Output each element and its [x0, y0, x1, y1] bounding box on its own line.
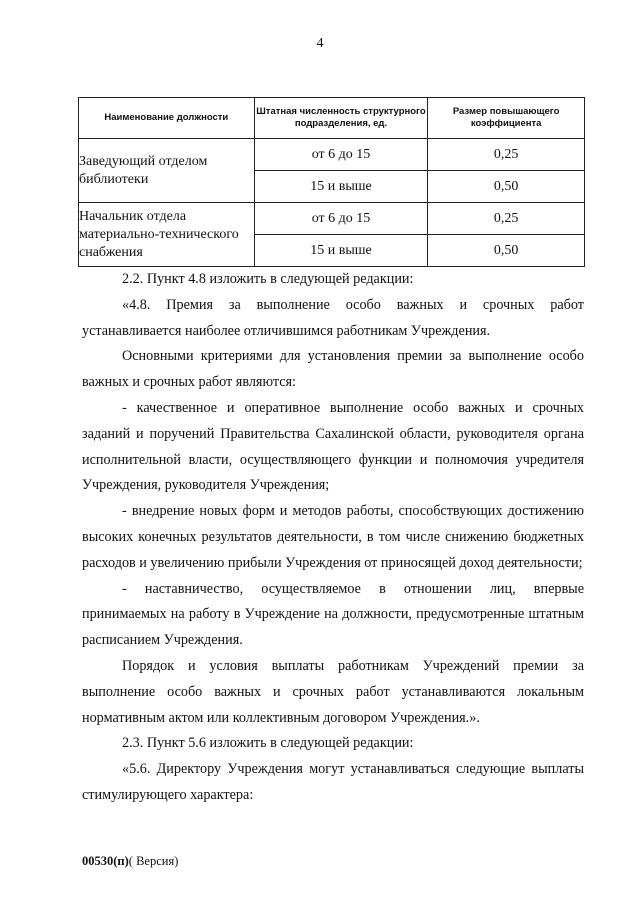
header-staff-count: Штатная численность структурного подразделения, ед.: [254, 98, 428, 139]
coef-cell: 0,50: [428, 235, 585, 267]
range-cell: 15 и выше: [254, 235, 428, 267]
paragraph: Порядок и условия выплаты работникам Учреждений премии за выполнение особо важных и срочных работ устанавливаются локальным нормативным актом или коллективным договором Учреждения.».: [82, 657, 584, 726]
range-cell: 15 и выше: [254, 171, 428, 203]
paragraph: 2.2. Пункт 4.8 изложить в следующей редакции:: [122, 271, 414, 287]
table-row: [79, 203, 585, 235]
paragraph: 2.3. Пункт 5.6 изложить в следующей редакции:: [122, 735, 414, 752]
footer: [82, 854, 178, 869]
coef-cell: 0,25: [428, 139, 585, 171]
document-code: 00530(п): [82, 854, 129, 868]
table-row: [79, 139, 585, 171]
paragraph: «5.6. Директору Учреждения могут устанавливаться следующие выплаты стимулирующего характера:: [82, 761, 584, 803]
coef-cell: 0,25: [428, 203, 585, 235]
header-coefficient: Размер повышающего коэффициента: [428, 98, 585, 139]
coefficient-table: [78, 97, 585, 267]
paragraph: «4.8. Премия за выполнение особо важных и срочных работ устанавливается наиболее отличившимся работникам Учреждения.: [82, 296, 584, 339]
position-cell: Заведующий отделом библиотеки: [79, 139, 255, 203]
paragraph: - внедрение новых форм и методов работы, способствующих достижению высоких конечных результатов деятельности, в том числе снижению бюджетных расходов и увеличению прибыли Учреждения от приносящей доход деятельности;: [82, 503, 584, 571]
paragraph: - качественное и оперативное выполнение особо важных и срочных заданий и поручений Правительства Сахалинской области, руководителя органа исполнительной власти, осуществляющего функции и полномочия учредителя Учреждения, руководителя Учреждения;: [82, 399, 584, 494]
range-cell: от 6 до 15: [254, 139, 428, 171]
paragraph: Основными критериями для установления премии за выполнение особо важных и срочных работ являются:: [82, 348, 584, 391]
document-version: ( Версия): [128, 854, 179, 868]
coef-cell: 0,50: [428, 171, 585, 203]
header-position: Наименование должности: [79, 98, 255, 139]
document-body: [82, 267, 584, 809]
range-cell: от 6 до 15: [254, 203, 428, 235]
position-cell: Начальник отдела материально-технического снабжения: [79, 203, 255, 267]
table-header-row: [79, 98, 585, 139]
page-number: 4: [316, 36, 324, 51]
paragraph: - наставничество, осуществляемое в отношении лиц, впервые принимаемых на работу в Учреждение на должности, предусмотренные штатным расписанием Учреждения.: [82, 580, 584, 649]
